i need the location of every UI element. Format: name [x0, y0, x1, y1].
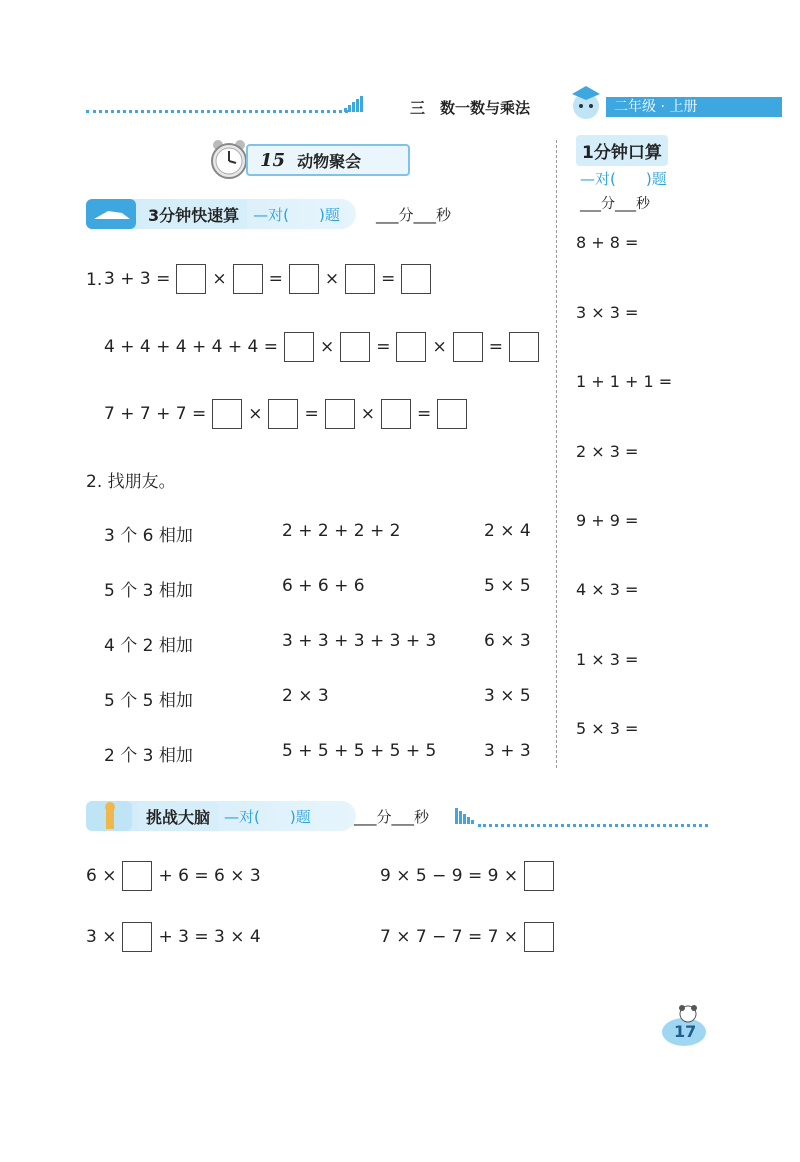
challenge-3 — [86, 922, 261, 952]
sidebar-item: 2 × 3 = — [576, 442, 639, 461]
challenge-4-pre: 7 × 7 − 7 = 7 × — [380, 927, 519, 947]
q1-row-3 — [104, 399, 467, 429]
lesson-title: 动物聚会 — [297, 151, 362, 171]
sidebar-item: 3 × 3 = — [576, 303, 639, 322]
equals-sign: = — [381, 269, 396, 289]
q2-row-4-b[interactable]: 2 × 3 — [282, 686, 329, 706]
answer-box[interactable] — [176, 264, 206, 294]
times-sign: × — [432, 337, 447, 357]
q2-row-1-b[interactable]: 2 + 2 + 2 + 2 — [282, 521, 401, 541]
answer-box[interactable] — [453, 332, 483, 362]
section1-title: 3分钟快速算 — [140, 200, 247, 229]
answer-box[interactable] — [437, 399, 467, 429]
q1-row-3-expr: 7 + 7 + 7 = — [104, 404, 207, 424]
answer-box[interactable] — [381, 399, 411, 429]
challenge-1-post: + 6 = 6 × 3 — [158, 866, 261, 886]
answer-box[interactable] — [509, 332, 539, 362]
section2-time: ___分___秒 — [354, 808, 430, 826]
challenge-1-pre: 6 × — [86, 866, 117, 886]
q2-row-4-c[interactable]: 3 × 5 — [484, 686, 531, 706]
answer-box[interactable] — [401, 264, 431, 294]
section2-bars — [455, 808, 475, 824]
answer-box[interactable] — [325, 399, 355, 429]
q2-row-5-c[interactable]: 3 + 3 — [484, 741, 531, 761]
answer-box[interactable] — [233, 264, 263, 294]
sidebar-item: 8 + 8 = — [576, 233, 639, 252]
section2-score: —对( )题 — [224, 807, 311, 826]
section2-dotted-line — [478, 824, 708, 827]
challenge-3-pre: 3 × — [86, 927, 117, 947]
clock-icon — [208, 137, 250, 181]
answer-box[interactable] — [340, 332, 370, 362]
equals-sign: = — [488, 337, 503, 357]
answer-box[interactable] — [345, 264, 375, 294]
answer-box[interactable] — [524, 861, 554, 891]
shoe-icon — [86, 199, 136, 229]
grade-banner — [606, 97, 782, 117]
times-sign: × — [319, 337, 335, 357]
header-bars — [344, 96, 364, 112]
page-number: 17 — [674, 1022, 697, 1041]
answer-box[interactable] — [122, 922, 152, 952]
q2-row-1-a[interactable]: 3 个 6 相加 — [104, 526, 193, 546]
answer-box[interactable] — [212, 399, 242, 429]
challenge-2-pre: 9 × 5 − 9 = 9 × — [380, 866, 519, 886]
header-dotted-line — [86, 110, 348, 113]
answer-box[interactable] — [289, 264, 319, 294]
equals-sign: = — [304, 404, 319, 424]
times-sign: × — [248, 404, 263, 424]
sidebar-item: 1 × 3 = — [576, 650, 639, 669]
answer-box[interactable] — [268, 399, 298, 429]
sidebar-item: 9 + 9 = — [576, 511, 639, 530]
q2-row-5-a[interactable]: 2 个 3 相加 — [104, 746, 193, 766]
answer-box[interactable] — [122, 861, 152, 891]
q1-label: 1. — [86, 270, 103, 290]
q2-row-3-a[interactable]: 4 个 2 相加 — [104, 636, 193, 656]
q2-label: 2. 找朋友。 — [86, 472, 176, 492]
equals-sign: = — [268, 269, 283, 289]
q2-row-5-b[interactable]: 5 + 5 + 5 + 5 + 5 — [282, 741, 437, 761]
challenge-2 — [380, 861, 554, 891]
times-sign: × — [212, 269, 227, 289]
equals-sign: = — [376, 337, 391, 357]
q2-row-3-c[interactable]: 6 × 3 — [484, 631, 531, 651]
challenge-1 — [86, 861, 261, 891]
column-divider — [556, 140, 557, 768]
challenge-4 — [380, 922, 554, 952]
section1-score: —对( )题 — [253, 205, 340, 224]
section1-banner — [86, 199, 356, 229]
page-number-badge — [660, 1004, 708, 1048]
q2-row-2-b[interactable]: 6 + 6 + 6 — [282, 576, 365, 596]
answer-box[interactable] — [396, 332, 426, 362]
answer-box[interactable] — [524, 922, 554, 952]
lesson-banner — [246, 144, 410, 176]
q2-row-1-c[interactable]: 2 × 4 — [484, 521, 531, 541]
section2-banner — [86, 801, 356, 831]
lesson-number: 15 — [260, 149, 286, 171]
sidebar-item: 1 + 1 + 1 = — [576, 372, 673, 391]
times-sign: × — [324, 269, 340, 289]
equals-sign: = — [416, 404, 432, 424]
q1-row-2 — [104, 332, 539, 362]
chapter-title: 三 数一数与乘法 — [410, 99, 531, 117]
times-sign: × — [360, 404, 375, 424]
q2-row-2-c[interactable]: 5 × 5 — [484, 576, 531, 596]
q1-row-1 — [104, 264, 431, 294]
section1-time: ___分___秒 — [376, 206, 452, 224]
challenge-3-post: + 3 = 3 × 4 — [158, 927, 261, 947]
sidebar-score: —对( )题 — [580, 170, 667, 188]
grade-label: 二年级 · 上册 — [614, 99, 698, 115]
mascot-icon — [566, 80, 606, 122]
sidebar-title: 1分钟口算 — [576, 135, 668, 166]
q1-row-2-expr: 4 + 4 + 4 + 4 + 4 = — [104, 337, 278, 357]
section2-title: 挑战大脑 — [138, 802, 218, 831]
q1-row-1-expr: 3 + 3 = — [104, 269, 171, 289]
answer-box[interactable] — [284, 332, 314, 362]
q2-row-4-a[interactable]: 5 个 5 相加 — [104, 691, 193, 711]
q2-row-2-a[interactable]: 5 个 3 相加 — [104, 581, 193, 601]
sidebar-time: ___分___秒 — [580, 196, 650, 212]
giraffe-icon — [86, 801, 132, 831]
sidebar-item: 5 × 3 = — [576, 719, 639, 738]
sidebar-item: 4 × 3 = — [576, 580, 639, 599]
q2-row-3-b[interactable]: 3 + 3 + 3 + 3 + 3 — [282, 631, 437, 651]
